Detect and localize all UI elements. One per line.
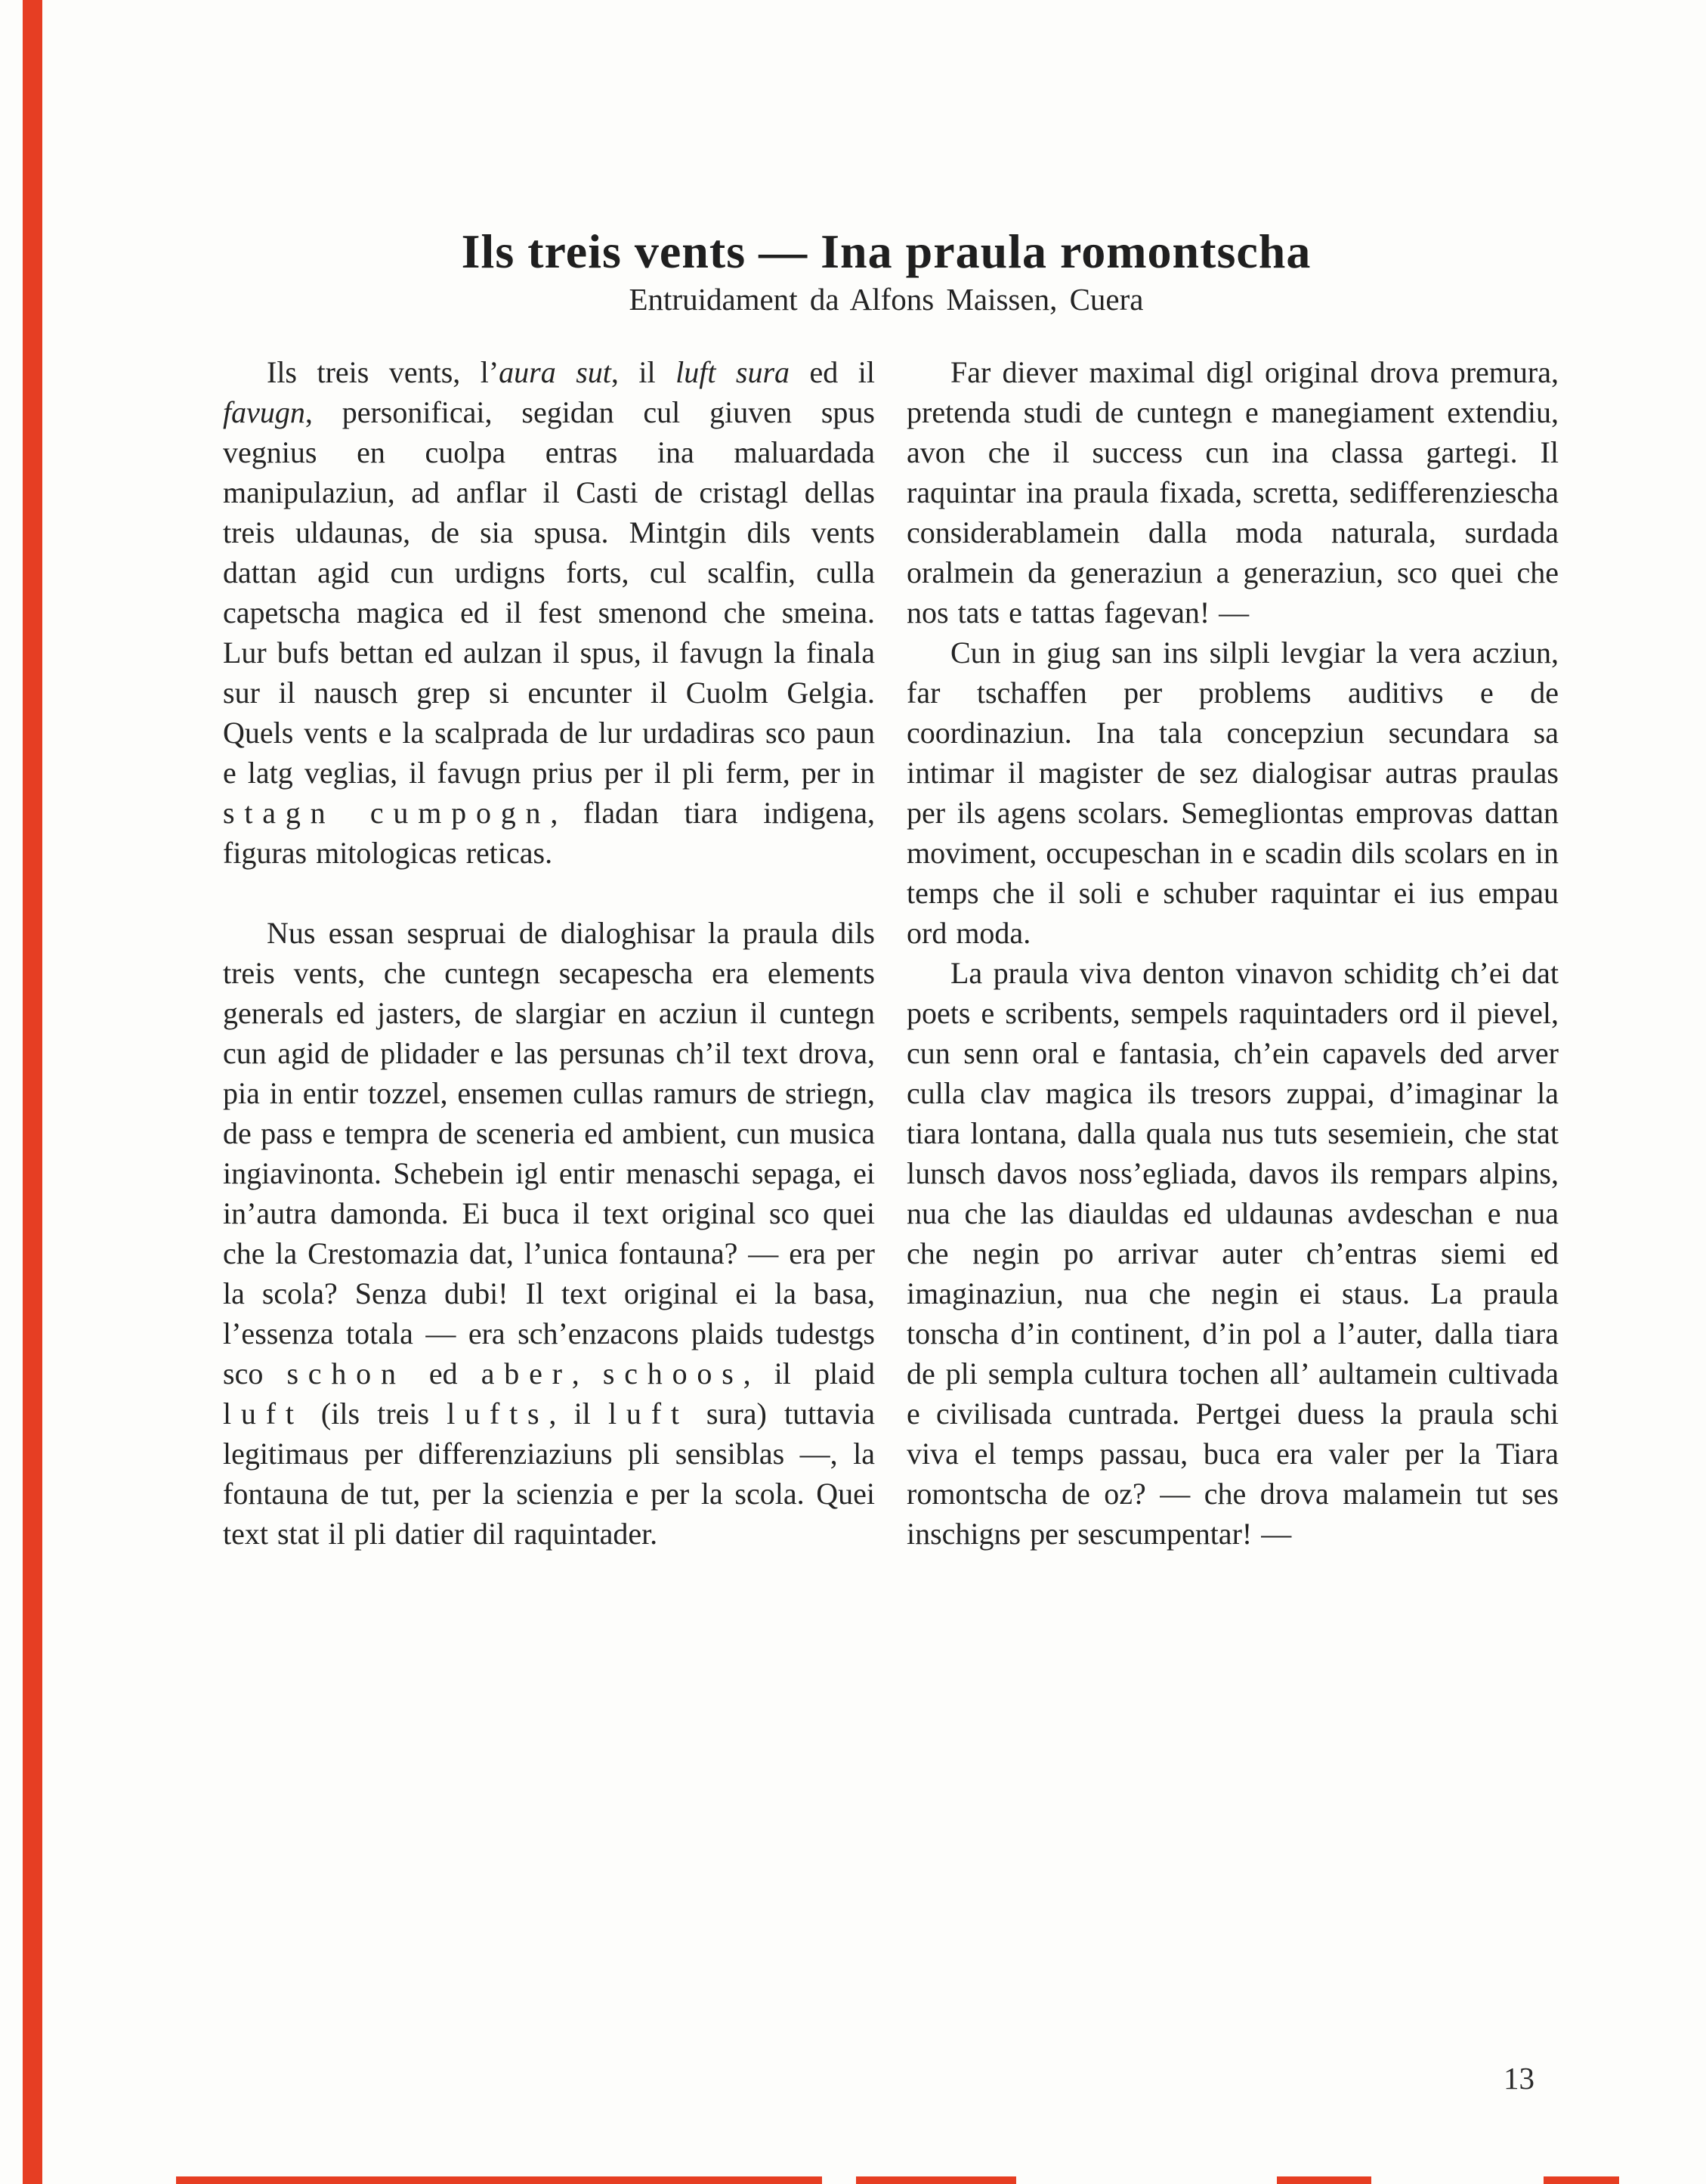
text-run: , personificai, segidan cul giuven spus vegnius en cuolpa entras ina maluardada manipulaziun, ad anflar il Casti de cristagl dellas treis uldaunas, de sia spusa. Mintgin dils vents dattan agid cun urdigns forts, cul scalfin, culla capetscha magica ed il fest smenond che smeina. Lur bufs bettan ed aulzan il spus, il favugn la finala sur il nausch grep si encunter il Cuolm Gelgia. Quels vents e la scalprada de lur urdadiras sco paun e latg veglias, il favugn prius per il pli ferm, per in	[223, 395, 875, 790]
paragraph	[223, 913, 875, 1554]
red-margin-stripe	[23, 0, 42, 2184]
paragraph	[223, 352, 875, 873]
spaced-text-run: schon	[286, 1356, 406, 1391]
text-run: (ils treis	[303, 1397, 447, 1431]
text-columns	[223, 352, 1559, 1554]
spaced-text-run: stagn cumpogn	[223, 796, 551, 830]
text-run: , il	[549, 1397, 608, 1431]
paragraph	[907, 953, 1559, 1554]
article-subtitle: Entruidament da Alfons Maissen, Cuera	[629, 282, 1144, 317]
text-run: Far diever maximal digl original drova premura, pretenda studi de cuntegn e manegiament extendiu, avon che il success cun ina classa gartegi. Il raquintar ina praula fixada, scretta, sedifferenziescha considerablamein dalla moda naturala, surdada oralmein da generaziun a generaziun, sco quei che nos tats e tattas fagevan! —	[907, 355, 1559, 630]
text-run: ed	[405, 1356, 481, 1391]
red-edge-mark	[856, 2176, 1016, 2184]
page-number: 13	[1504, 2061, 1534, 2096]
spaced-text-run: lufts	[447, 1397, 549, 1431]
spaced-text-run: aber	[481, 1356, 572, 1391]
paragraph	[907, 633, 1559, 953]
italic-text-run: favugn	[223, 395, 305, 429]
text-run: , il plaid	[743, 1356, 875, 1391]
text-run: La praula viva denton vinavon schiditg ch’ei dat poets e scribents, sempels raquintaders ord il pievel, cun senn oral e fantasia, ch’ein capavels ded arver culla clav magica ils tresors zuppai, d’imaginar la tiara lontana, dalla quala nus tuts sesemiein, che stat lunsch davos noss’egliada, davos ils rempars alpins, nua che las diauldas ed uldaunas avdeschan e nua che negin po arrivar auter ch’entras siemi ed imaginaziun, nua che negin ei staus. La praula tonscha d’in continent, d’in pol a l’auter, dalla tiara de pli sempla cultura tochen all’ aultamein cultivada e civilisada cuntrada. Pertgei duess la praula schi viva el temps passau, buca era valer per la Tiara romontscha de oz? — che drova malamein tut ses inschigns per sescumpentar! —	[907, 956, 1559, 1551]
text-run: ed il	[790, 355, 875, 389]
spaced-text-run: luft	[223, 1397, 304, 1431]
spaced-text-run: schoos	[602, 1356, 743, 1391]
text-run: sura) tuttavia legitimaus per differenziaziuns pli sensiblas —, la fontauna de tut, per la scienzia e per la scola. Quei text stat il pli datier dil raquintader.	[223, 1397, 876, 1551]
italic-text-run: luft sura	[675, 355, 790, 389]
text-run: Ils treis vents, l’	[267, 355, 499, 389]
text-run: Nus essan sespruai de dialoghisar la praula dils treis vents, che cuntegn secapescha era elements generals ed jasters, de slargiar en acziun il cuntegn cun agid de plidader e las persunas ch’il text drova, pia in entir tozzel, ensemen cullas ramurs de striegn, de pass e tempra de sceneria ed ambient, cun musica ingiavinonta. Schebein igl entir menaschi sepaga, ei in’autra damonda. Ei buca il text original sco quei che la Crestomazia dat, l’unica fontauna? — era per la scola? Senza dubi! Il text original ei la basa, l’essenza totala — era sch’enzacons plaids tudestgs sco	[223, 916, 875, 1391]
paragraph	[907, 352, 1559, 633]
column-left	[223, 352, 875, 1554]
italic-text-run: aura sut	[499, 355, 611, 389]
text-run: Cun in giug san ins silpli levgiar la vera acziun, far tschaffen per problems auditivs e de coordinaziun. Ina tala concepziun secundara sa intimar il magister de sez dialogisar autras praulas per ils agens scolars. Semegliontas emprovas dattan moviment, occupeschan in e scadin dils scolars en in temps che il soli e schuber raquintar ei ius empau ord moda.	[907, 636, 1559, 950]
spaced-text-run: luft	[607, 1397, 689, 1431]
text-run: , fladan tiara indigena, figuras mitologicas reticas.	[223, 796, 875, 870]
red-edge-mark	[1277, 2176, 1371, 2184]
text-run: , il	[610, 355, 676, 389]
article-title: Ils treis vents — Ina praula romontscha	[461, 224, 1312, 278]
red-edge-mark	[176, 2176, 822, 2184]
column-right	[907, 352, 1559, 1554]
red-edge-mark	[1544, 2176, 1619, 2184]
text-run: ,	[571, 1356, 603, 1391]
